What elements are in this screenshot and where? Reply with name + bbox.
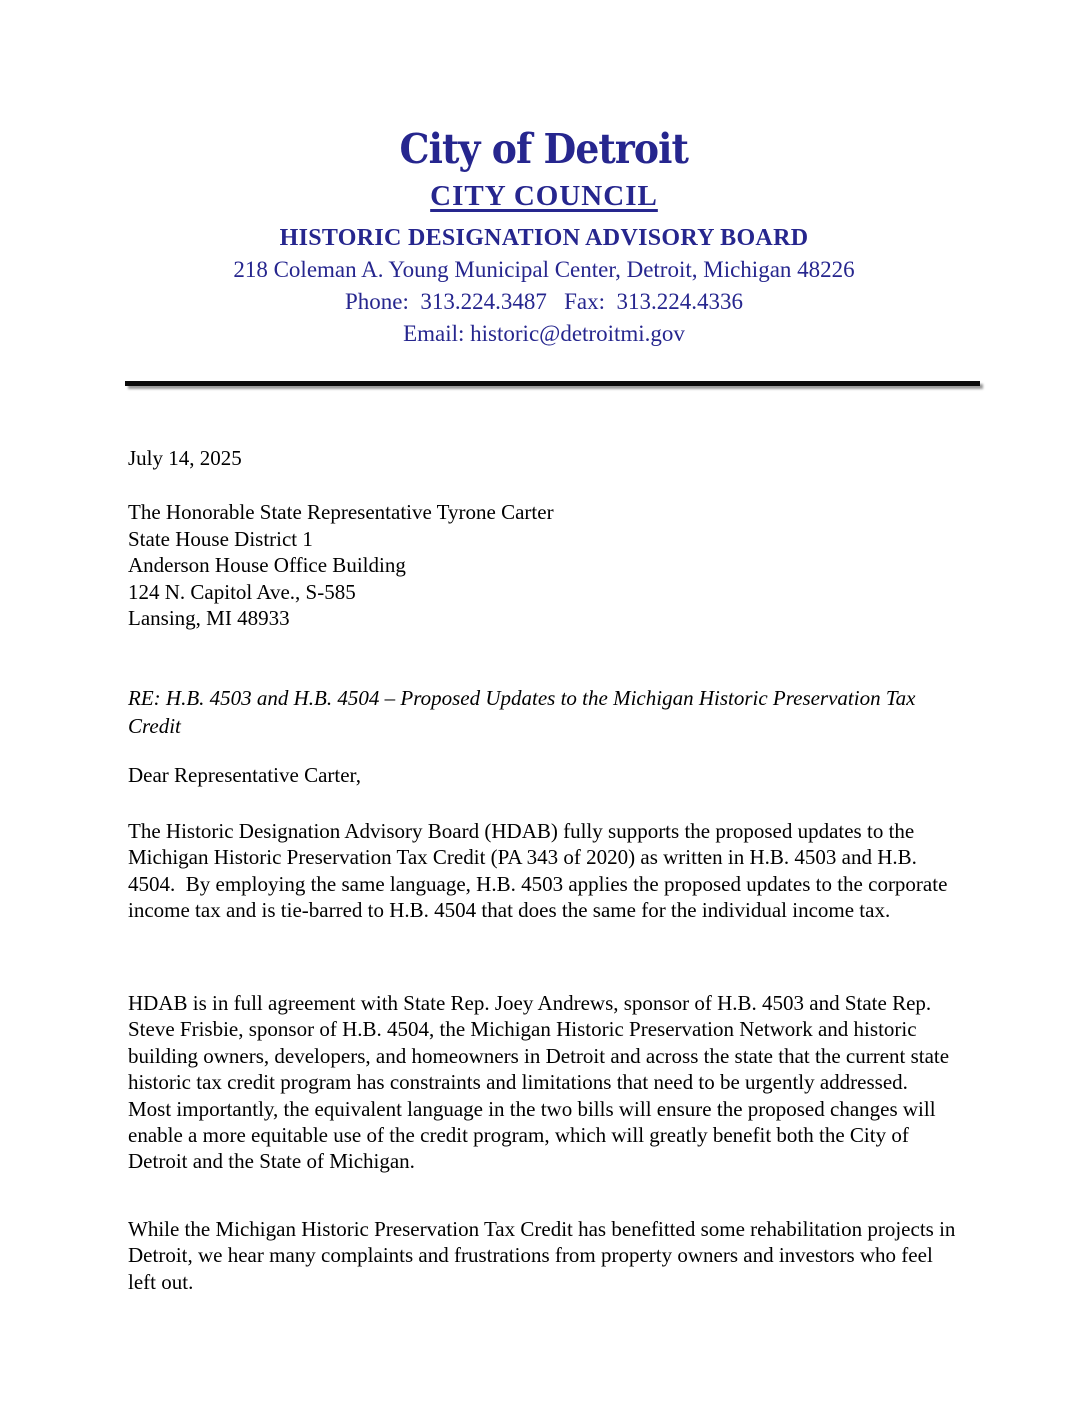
body-paragraph: HDAB is in full agreement with State Rep. Joey Andrews, sponsor of H.B. 4503 and State Rep. Steve Frisbie, sponsor of H.B. 4504, the Michigan Historic Preservation Network and historic building owners, developers, and homeowners in Detroit and across the state that the current state historic tax credit program has constraints and limitations that need to be urgently addressed. Most importantly, the equivalent language in the two bills will ensure the proposed changes will enable a more equitable use of the credit program, which will greatly benefit both the City of Detroit and the State of Michigan. bbox=[128, 991, 955, 1174]
council-title bbox=[0, 180, 1088, 212]
phone-fax-line: Phone: 313.224.3487 Fax: 313.224.4336 bbox=[344, 289, 744, 314]
subject-line: RE: H.B. 4503 and H.B. 4504 – Proposed Updates to the Michigan Historic Preservation Tax Credit bbox=[128, 686, 916, 738]
letter-date: July 14, 2025 bbox=[128, 446, 242, 470]
recipient-line: The Honorable State Representative Tyrone Carter bbox=[128, 500, 554, 524]
recipient-line: Lansing, MI 48933 bbox=[128, 606, 290, 630]
board-title: HISTORIC DESIGNATION ADVISORY BOARD bbox=[279, 225, 809, 251]
recipient-address bbox=[128, 499, 554, 632]
body-paragraph: The Historic Designation Advisory Board (HDAB) fully supports the proposed updates to the Michigan Historic Preservation Tax Credit (PA 343 of 2020) as written in H.B. 4503 and H.B. 4504. By employing the same language, H.B. 4503 applies the proposed updates to the corporate income tax and is tie-barred to H.B. 4504 that does the same for the individual income tax. bbox=[128, 819, 953, 923]
body-paragraph: While the Michigan Historic Preservation Tax Credit has benefitted some rehabilitation projects in Detroit, we hear many complaints and frustrations from property owners and investors who feel left out. bbox=[128, 1217, 961, 1294]
salutation: Dear Representative Carter, bbox=[128, 763, 361, 787]
letterhead bbox=[0, 126, 1088, 348]
email-line: Email: historic@detroitmi.gov bbox=[403, 321, 685, 346]
board-address: 218 Coleman A. Young Municipal Center, Detroit, Michigan 48226 bbox=[233, 257, 855, 282]
org-name-text: City of Detroit bbox=[399, 125, 689, 173]
recipient-line: Anderson House Office Building bbox=[128, 553, 406, 577]
divider-rule bbox=[125, 381, 980, 386]
council-title-text: CITY COUNCIL bbox=[430, 180, 658, 212]
org-name bbox=[0, 126, 1088, 172]
recipient-line: 124 N. Capitol Ave., S-585 bbox=[128, 579, 356, 604]
recipient-line: State House District 1 bbox=[128, 526, 313, 551]
